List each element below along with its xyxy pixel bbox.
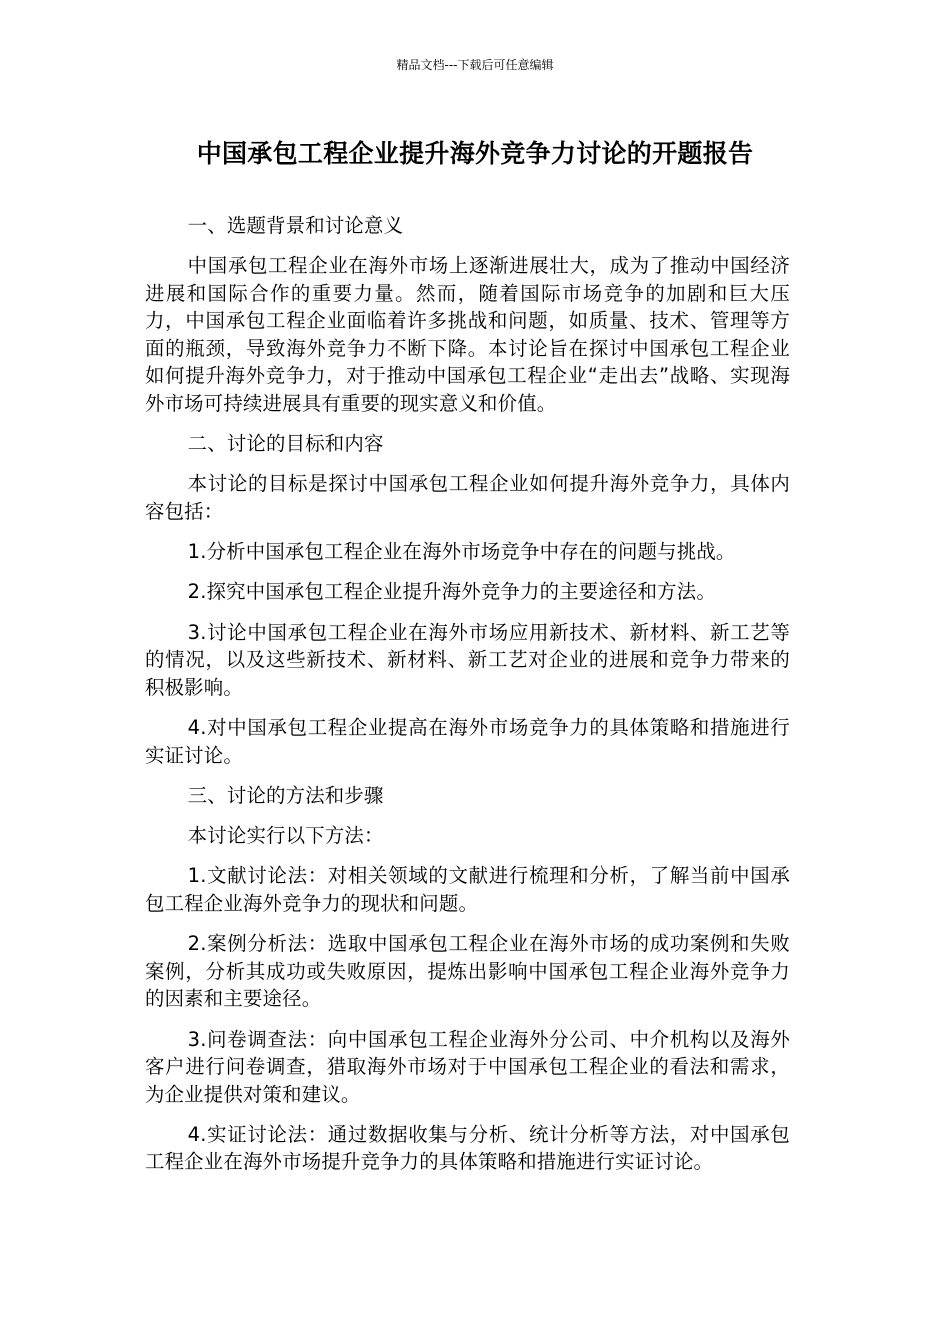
paragraph-method-intro: 本讨论实行以下方法： [187,824,384,848]
paragraph-background: 中国承包工程企业在海外市场上逐渐进展壮大，成为了推动中国经济进展和国际合作的重要力量。然而，随着国际市场竞争的加剧和巨大压力，中国承包工程企业面临着许多挑战和问题，如质量、技术、管理等方面的瓶颈，导致海外竞争力不断下降。本讨论旨在探讨中国承包工程企业如何提升海外竞争力，对于推动中国承包工程企业“走出去”战略、实现海外市场可持续进展具有重要的现实意义和价值。 [145,254,790,415]
section-heading-3: 三、讨论的方法和步骤 [187,783,384,807]
list-item-goal-3: 3.讨论中国承包工程企业在海外市场应用新技术、新材料、新工艺等的情况，以及这些新技术、新材料、新工艺对企业的进展和竞争力带来的积极影响。 [145,620,790,699]
list-item-goal-4: 4.对中国承包工程企业提高在海外市场竞争力的具体策略和措施进行实证讨论。 [145,716,790,767]
document-title: 中国承包工程企业提升海外竞争力讨论的开题报告 [196,139,754,168]
paragraph-goal-intro: 本讨论的目标是探讨中国承包工程企业如何提升海外竞争力，具体内容包括： [145,472,790,523]
list-item-goal-2: 2.探究中国承包工程企业提升海外竞争力的主要途径和方法。 [187,580,716,604]
document-body [145,212,790,1189]
list-item-goal-1: 1.分析中国承包工程企业在海外市场竞争中存在的问题与挑战。 [187,540,736,564]
section-heading-2: 二、讨论的目标和内容 [187,432,384,456]
section-heading-1: 一、选题背景和讨论意义 [187,214,404,237]
list-item-method-4: 4.实证讨论法：通过数据收集与分析、统计分析等方法，对中国承包工程企业在海外市场提升竞争力的具体策略和措施进行实证讨论。 [145,1122,790,1174]
list-item-method-2: 2.案例分析法：选取中国承包工程企业在海外市场的成功案例和失败案例，分析其成功或失败原因，提炼出影响中国承包工程企业海外竞争力的因素和主要途径。 [145,932,790,1011]
list-item-method-3: 3.问卷调查法：向中国承包工程企业海外分公司、中介机构以及海外客户进行问卷调查，猎取海外市场对于中国承包工程企业的看法和需求，为企业提供对策和建议。 [145,1027,790,1106]
page-header: 精品文档---下载后可任意编辑 [396,58,554,72]
list-item-method-1: 1.文献讨论法：对相关领域的文献进行梳理和分析，了解当前中国承包工程企业海外竞争力的现状和问题。 [145,864,790,915]
